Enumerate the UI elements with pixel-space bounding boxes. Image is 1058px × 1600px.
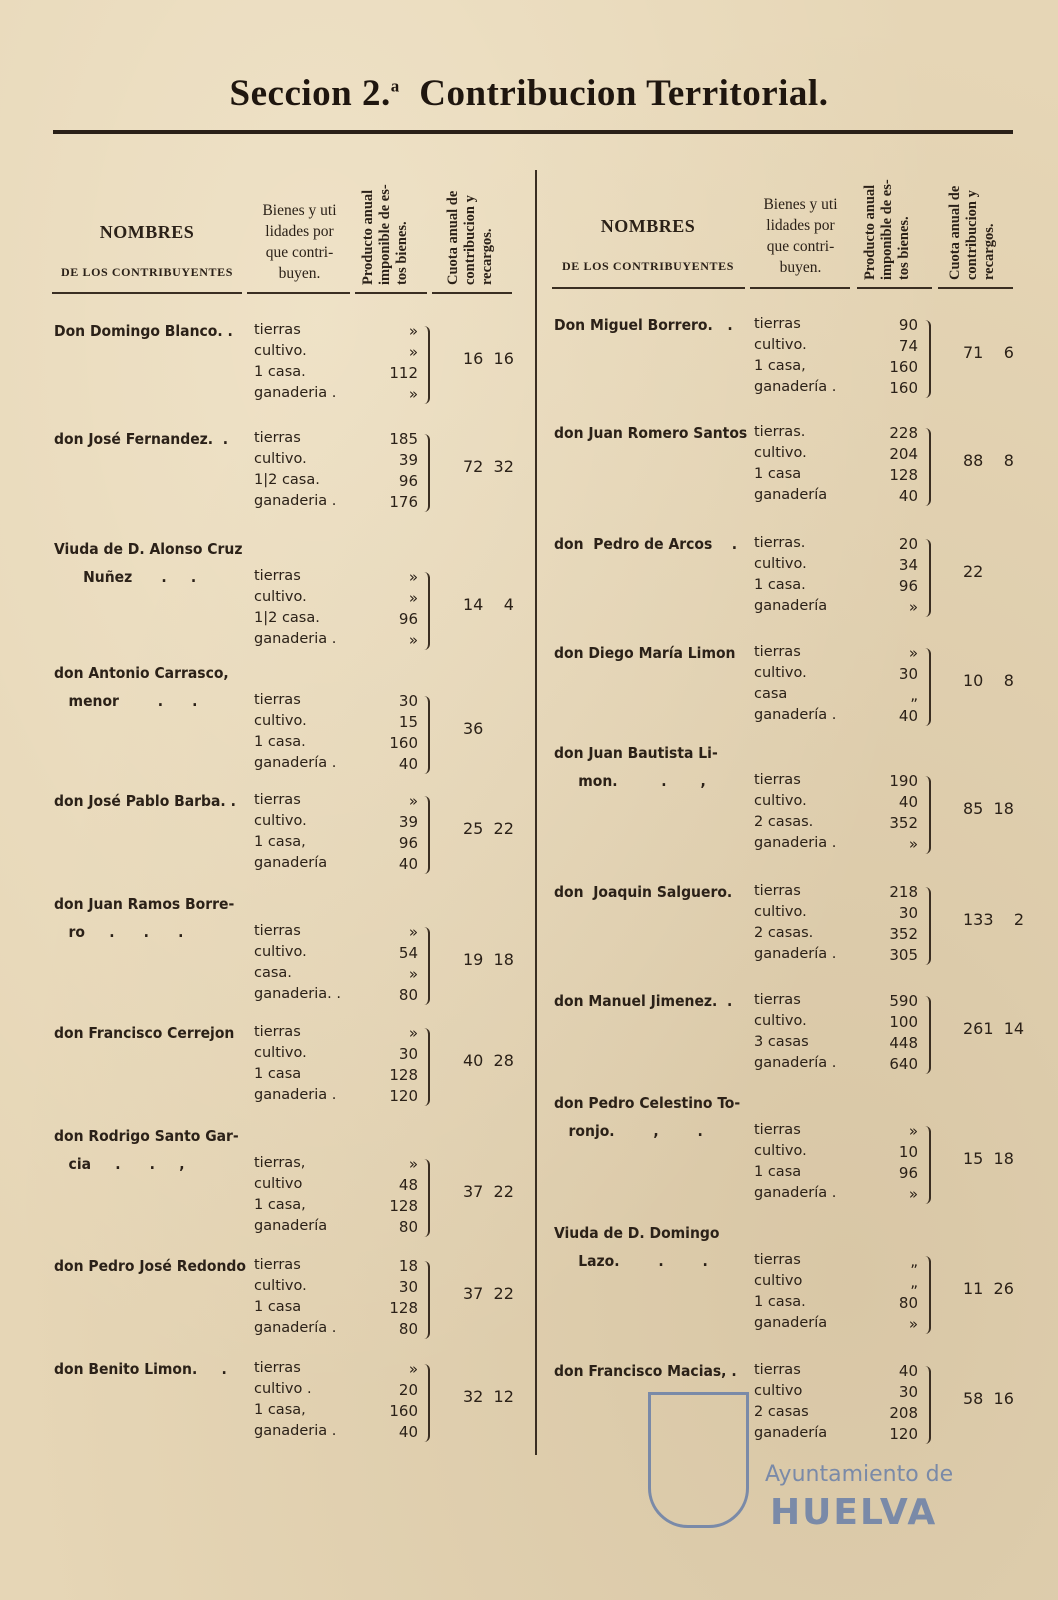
- asset-label: tierras: [754, 992, 801, 1008]
- header-bienes-line: Bienes y uti: [763, 196, 838, 213]
- asset-label: cultivo.: [254, 1278, 307, 1294]
- asset-label: ganadería .: [254, 755, 337, 771]
- asset-label: casa.: [254, 965, 292, 981]
- asset-label: 1 casa.: [754, 577, 806, 593]
- asset-value: 185: [389, 430, 418, 448]
- annual-quota: 40 28: [463, 1051, 514, 1071]
- asset-label: ganadería .: [754, 707, 837, 723]
- asset-value: 352: [889, 925, 918, 943]
- header-underline: [857, 287, 932, 289]
- asset-label: tierras.: [754, 535, 806, 551]
- annual-quota: 72 32: [463, 457, 514, 477]
- asset-value: 128: [889, 466, 918, 484]
- asset-value: »: [408, 568, 418, 586]
- asset-value: »: [408, 923, 418, 941]
- header-producto-line: Producto anual: [862, 184, 878, 280]
- asset-label: 1 casa: [754, 1164, 802, 1180]
- asset-label: ganadería .: [754, 1185, 837, 1201]
- asset-value: „: [910, 686, 918, 704]
- asset-label: ganaderia .: [254, 493, 337, 509]
- grouping-brace: [925, 1366, 931, 1444]
- asset-label: tierras: [754, 1362, 801, 1378]
- contributor-name: don José Fernandez. .: [54, 430, 229, 448]
- asset-label: ganadería: [754, 598, 828, 614]
- asset-label: 1 casa: [254, 1299, 302, 1315]
- header-producto-line: imponible de es-: [879, 179, 895, 280]
- grouping-brace: [925, 887, 931, 965]
- asset-label: tierras: [254, 1257, 301, 1273]
- grouping-brace: [424, 1364, 430, 1442]
- asset-value: »: [408, 589, 418, 607]
- asset-value: »: [408, 1360, 418, 1378]
- asset-label: ganaderia .: [254, 1423, 337, 1439]
- header-producto-line: imponible de es-: [377, 184, 393, 285]
- asset-label: 1 casa: [254, 1066, 302, 1082]
- asset-label: cultivo.: [254, 589, 307, 605]
- asset-value: 90: [898, 316, 918, 334]
- header-nombres-right: [552, 216, 744, 274]
- asset-label: cultivo.: [254, 713, 307, 729]
- asset-value: 30: [398, 1278, 418, 1296]
- asset-value: 40: [398, 1423, 418, 1441]
- asset-value: 18: [398, 1257, 418, 1275]
- asset-label: cultivo .: [254, 1381, 312, 1397]
- header-underline: [247, 292, 350, 294]
- header-bienes-left: [247, 200, 352, 284]
- asset-value: 20: [398, 1381, 418, 1399]
- header-underline: [52, 292, 242, 294]
- asset-value: 40: [398, 755, 418, 773]
- asset-label: ganaderia .: [254, 631, 337, 647]
- coat-of-arms-watermark-icon: [648, 1392, 749, 1528]
- asset-value: 54: [398, 944, 418, 962]
- asset-value: 128: [389, 1299, 418, 1317]
- contributor-name: don José Pablo Barba. .: [54, 792, 236, 810]
- asset-label: cultivo.: [254, 451, 307, 467]
- title-superscript: a: [390, 76, 400, 96]
- asset-label: cultivo.: [754, 1013, 807, 1029]
- asset-label: casa: [754, 686, 788, 702]
- asset-label: cultivo: [254, 1176, 303, 1192]
- asset-label: cultivo.: [754, 556, 807, 572]
- title-seccion: Seccion 2.: [229, 73, 391, 114]
- asset-value: 30: [898, 904, 918, 922]
- asset-value: »: [908, 1122, 918, 1140]
- asset-label: cultivo.: [254, 813, 307, 829]
- asset-label: cultivo.: [754, 445, 807, 461]
- asset-label: tierras: [754, 772, 801, 788]
- header-cuota-line: Cuota anual de: [445, 190, 461, 285]
- asset-label: tierras: [754, 883, 801, 899]
- annual-quota: 71 6: [963, 343, 1014, 363]
- asset-label: tierras,: [254, 1155, 306, 1171]
- asset-label: ganaderia .: [254, 385, 337, 401]
- asset-value: „: [910, 1273, 918, 1291]
- asset-value: »: [908, 835, 918, 853]
- asset-value: 15: [398, 713, 418, 731]
- header-bienes-line: buyen.: [278, 265, 321, 282]
- asset-label: 1|2 casa.: [254, 472, 320, 488]
- title-contribucion: Contribucion Territorial.: [419, 73, 829, 114]
- asset-label: tierras: [254, 322, 301, 338]
- asset-value: 39: [398, 451, 418, 469]
- header-bienes-line: que contri-: [265, 244, 334, 261]
- grouping-brace: [925, 996, 931, 1074]
- asset-value: 208: [889, 1404, 918, 1422]
- header-contribuyentes-text: DE LOS CONTRIBUYENTES: [61, 265, 233, 279]
- asset-label: tierras.: [754, 424, 806, 440]
- asset-value: 80: [398, 986, 418, 1004]
- asset-label: 1 casa.: [754, 1294, 806, 1310]
- asset-value: 160: [889, 358, 918, 376]
- grouping-brace: [925, 776, 931, 854]
- asset-value: »: [408, 1155, 418, 1173]
- asset-label: cultivo.: [254, 944, 307, 960]
- asset-value: 204: [889, 445, 918, 463]
- asset-value: 30: [398, 692, 418, 710]
- asset-value: 128: [389, 1197, 418, 1215]
- grouping-brace: [925, 428, 931, 506]
- annual-quota: 37 22: [463, 1284, 514, 1304]
- header-underline: [355, 292, 427, 294]
- asset-label: tierras: [254, 692, 301, 708]
- asset-value: »: [408, 1024, 418, 1042]
- asset-label: tierras: [254, 1360, 301, 1376]
- contributor-name: don Pedro Celestino To-: [554, 1094, 741, 1112]
- contributor-name: don Pedro José Redondo: [54, 1257, 246, 1275]
- grouping-brace: [424, 696, 430, 774]
- header-bienes-line: lidades por: [766, 217, 835, 234]
- contributor-name: don Diego María Limon: [554, 644, 736, 662]
- annual-quota: 37 22: [463, 1182, 514, 1202]
- grouping-brace: [424, 1261, 430, 1339]
- asset-label: cultivo.: [754, 904, 807, 920]
- asset-value: 160: [889, 379, 918, 397]
- asset-label: cultivo.: [754, 793, 807, 809]
- asset-value: 34: [898, 556, 918, 574]
- contributor-name: ronjo. , .: [554, 1122, 703, 1140]
- grouping-brace: [925, 1126, 931, 1204]
- grouping-brace: [925, 320, 931, 398]
- grouping-brace: [424, 927, 430, 1005]
- asset-value: »: [908, 598, 918, 616]
- header-nombres-left: [52, 222, 242, 280]
- asset-label: ganadería: [754, 487, 828, 503]
- annual-quota: 261 14: [963, 1019, 1025, 1039]
- header-bienes-right: [748, 194, 853, 278]
- grouping-brace: [925, 648, 931, 726]
- header-nombres-text: NOMBRES: [99, 222, 195, 242]
- annual-quota: 88 8: [963, 451, 1014, 471]
- asset-label: 1 casa,: [254, 1197, 306, 1213]
- header-underline: [432, 292, 512, 294]
- annual-quota: 14 4: [463, 595, 514, 615]
- annual-quota: 19 18: [463, 950, 514, 970]
- column-separator: [535, 170, 537, 1455]
- asset-value: »: [408, 343, 418, 361]
- asset-value: 30: [898, 665, 918, 683]
- asset-label: ganadería: [754, 1425, 828, 1441]
- contributor-name: Viuda de D. Domingo: [554, 1224, 720, 1242]
- asset-label: 1 casa,: [254, 834, 306, 850]
- header-underline: [938, 287, 1013, 289]
- header-cuota-right: [947, 150, 998, 280]
- asset-value: 190: [889, 772, 918, 790]
- asset-label: 1|2 casa.: [254, 610, 320, 626]
- page-title: [0, 72, 1058, 115]
- header-producto-line: tos bienes.: [896, 216, 912, 280]
- asset-value: 40: [398, 855, 418, 873]
- asset-value: 80: [398, 1320, 418, 1338]
- annual-quota: 85 18: [963, 799, 1014, 819]
- asset-value: 228: [889, 424, 918, 442]
- header-cuota-line: recargos.: [981, 223, 997, 280]
- header-producto-right: [862, 150, 913, 280]
- asset-label: ganadería: [254, 1218, 328, 1234]
- asset-value: 30: [898, 1383, 918, 1401]
- contributor-name: don Francisco Macias, .: [554, 1362, 737, 1380]
- contributor-name: don Antonio Carrasco,: [54, 664, 229, 682]
- annual-quota: 36: [463, 719, 484, 739]
- asset-value: 48: [398, 1176, 418, 1194]
- contributor-name: don Juan Ramos Borre-: [54, 895, 235, 913]
- asset-value: 352: [889, 814, 918, 832]
- asset-value: 120: [889, 1425, 918, 1443]
- contributor-name: don Pedro de Arcos .: [554, 535, 737, 553]
- header-bienes-line: que contri-: [766, 238, 835, 255]
- asset-label: tierras: [754, 1122, 801, 1138]
- contributor-name: don Joaquin Salguero.: [554, 883, 733, 901]
- asset-label: 2 casas.: [754, 814, 814, 830]
- grouping-brace: [424, 1159, 430, 1237]
- header-bienes-line: Bienes y uti: [262, 202, 337, 219]
- asset-value: »: [408, 792, 418, 810]
- asset-value: 80: [398, 1218, 418, 1236]
- header-producto-line: tos bienes.: [394, 221, 410, 285]
- asset-label: ganadería: [754, 1315, 828, 1331]
- asset-label: 1 casa,: [754, 358, 806, 374]
- asset-label: 1 casa.: [254, 734, 306, 750]
- contributor-name: Nuñez . .: [54, 568, 197, 586]
- header-cuota-left: [445, 155, 496, 285]
- asset-label: 2 casas: [754, 1404, 809, 1420]
- asset-label: cultivo.: [754, 1143, 807, 1159]
- asset-value: 39: [398, 813, 418, 831]
- asset-label: 3 casas: [754, 1034, 809, 1050]
- contributor-name: mon. . ,: [554, 772, 706, 790]
- header-underline: [552, 287, 745, 289]
- asset-label: ganaderia. .: [254, 986, 341, 1002]
- asset-value: „: [910, 1252, 918, 1270]
- header-cuota-line: contribucion y: [462, 195, 478, 285]
- header-bienes-line: lidades por: [265, 223, 334, 240]
- asset-value: 160: [389, 734, 418, 752]
- asset-label: 2 casas.: [754, 925, 814, 941]
- asset-label: tierras: [754, 316, 801, 332]
- asset-value: 305: [889, 946, 918, 964]
- contributor-name: Don Miguel Borrero. .: [554, 316, 733, 334]
- annual-quota: 25 22: [463, 819, 514, 839]
- grouping-brace: [424, 796, 430, 874]
- asset-value: 218: [889, 883, 918, 901]
- asset-value: 448: [889, 1034, 918, 1052]
- asset-value: »: [408, 385, 418, 403]
- contributor-name: Lazo. . .: [554, 1252, 708, 1270]
- asset-label: ganadería .: [254, 1320, 337, 1336]
- header-bienes-line: buyen.: [779, 259, 822, 276]
- asset-value: 10: [898, 1143, 918, 1161]
- asset-label: tierras: [254, 568, 301, 584]
- contributor-name: don Rodrigo Santo Gar-: [54, 1127, 239, 1145]
- header-nombres-text: NOMBRES: [600, 216, 696, 236]
- asset-label: 1 casa.: [254, 364, 306, 380]
- asset-label: cultivo.: [254, 343, 307, 359]
- contributor-name: don Francisco Cerrejon: [54, 1024, 235, 1042]
- asset-value: »: [908, 1185, 918, 1203]
- asset-value: 640: [889, 1055, 918, 1073]
- asset-value: 96: [898, 577, 918, 595]
- asset-label: cultivo.: [254, 1045, 307, 1061]
- asset-value: 20: [898, 535, 918, 553]
- contributor-name: Viuda de D. Alonso Cruz: [54, 540, 243, 558]
- asset-value: 112: [389, 364, 418, 382]
- header-cuota-line: contribucion y: [964, 190, 980, 280]
- asset-value: 30: [398, 1045, 418, 1063]
- asset-value: 176: [389, 493, 418, 511]
- asset-value: 96: [398, 610, 418, 628]
- asset-label: cultivo: [754, 1383, 803, 1399]
- contributor-name: Don Domingo Blanco. .: [54, 322, 233, 340]
- annual-quota: 133 2: [963, 910, 1025, 930]
- asset-value: 96: [398, 472, 418, 490]
- asset-label: tierras: [254, 430, 301, 446]
- asset-value: 590: [889, 992, 918, 1010]
- annual-quota: 15 18: [963, 1149, 1014, 1169]
- asset-value: »: [908, 1315, 918, 1333]
- asset-value: 40: [898, 487, 918, 505]
- asset-value: 80: [898, 1294, 918, 1312]
- contributor-name: don Manuel Jimenez. .: [554, 992, 733, 1010]
- grouping-brace: [424, 326, 430, 404]
- header-producto-line: Producto anual: [360, 189, 376, 285]
- annual-quota: 16 16: [463, 349, 514, 369]
- header-cuota-line: recargos.: [479, 228, 495, 285]
- grouping-brace: [424, 1028, 430, 1106]
- asset-label: tierras: [254, 923, 301, 939]
- asset-value: 160: [389, 1402, 418, 1420]
- contributor-name: don Benito Limon. .: [54, 1360, 227, 1378]
- annual-quota: 22: [963, 562, 984, 582]
- asset-value: »: [908, 644, 918, 662]
- asset-value: »: [408, 631, 418, 649]
- asset-value: »: [408, 965, 418, 983]
- contributor-name: don Juan Romero Santos: [554, 424, 748, 442]
- asset-label: ganadería .: [754, 379, 837, 395]
- asset-value: 128: [389, 1066, 418, 1084]
- asset-value: »: [408, 322, 418, 340]
- asset-label: ganadería .: [754, 1055, 837, 1071]
- grouping-brace: [424, 434, 430, 512]
- asset-label: ganadería: [254, 855, 328, 871]
- header-underline: [750, 287, 850, 289]
- grouping-brace: [424, 572, 430, 650]
- asset-label: cultivo: [754, 1273, 803, 1289]
- header-contribuyentes-text: DE LOS CONTRIBUYENTES: [562, 259, 734, 273]
- annual-quota: 11 26: [963, 1279, 1014, 1299]
- asset-label: 1 casa,: [254, 1402, 306, 1418]
- title-rule: [53, 130, 1013, 134]
- asset-label: cultivo.: [754, 665, 807, 681]
- watermark-line2: HUELVA: [770, 1492, 938, 1533]
- asset-value: 100: [889, 1013, 918, 1031]
- header-producto-left: [360, 155, 411, 285]
- asset-value: 74: [898, 337, 918, 355]
- contributor-name: menor . .: [54, 692, 198, 710]
- asset-label: ganaderia .: [254, 1087, 337, 1103]
- asset-value: 40: [898, 1362, 918, 1380]
- asset-label: ganaderia .: [754, 835, 837, 851]
- asset-value: 96: [898, 1164, 918, 1182]
- asset-label: tierras: [254, 1024, 301, 1040]
- asset-value: 40: [898, 793, 918, 811]
- contributor-name: don Juan Bautista Li-: [554, 744, 718, 762]
- asset-label: tierras: [254, 792, 301, 808]
- annual-quota: 10 8: [963, 671, 1014, 691]
- header-cuota-line: Cuota anual de: [947, 185, 963, 280]
- watermark-line1: Ayuntamiento de: [765, 1462, 954, 1487]
- asset-value: 96: [398, 834, 418, 852]
- asset-label: tierras: [754, 644, 801, 660]
- asset-value: 40: [898, 707, 918, 725]
- asset-label: ganadería .: [754, 946, 837, 962]
- asset-value: 120: [389, 1087, 418, 1105]
- annual-quota: 32 12: [463, 1387, 514, 1407]
- asset-label: cultivo.: [754, 337, 807, 353]
- annual-quota: 58 16: [963, 1389, 1014, 1409]
- contributor-name: cia . . ,: [54, 1155, 185, 1173]
- asset-label: 1 casa: [754, 466, 802, 482]
- contributor-name: ro . . .: [54, 923, 184, 941]
- grouping-brace: [925, 539, 931, 617]
- grouping-brace: [925, 1256, 931, 1334]
- asset-label: tierras: [754, 1252, 801, 1268]
